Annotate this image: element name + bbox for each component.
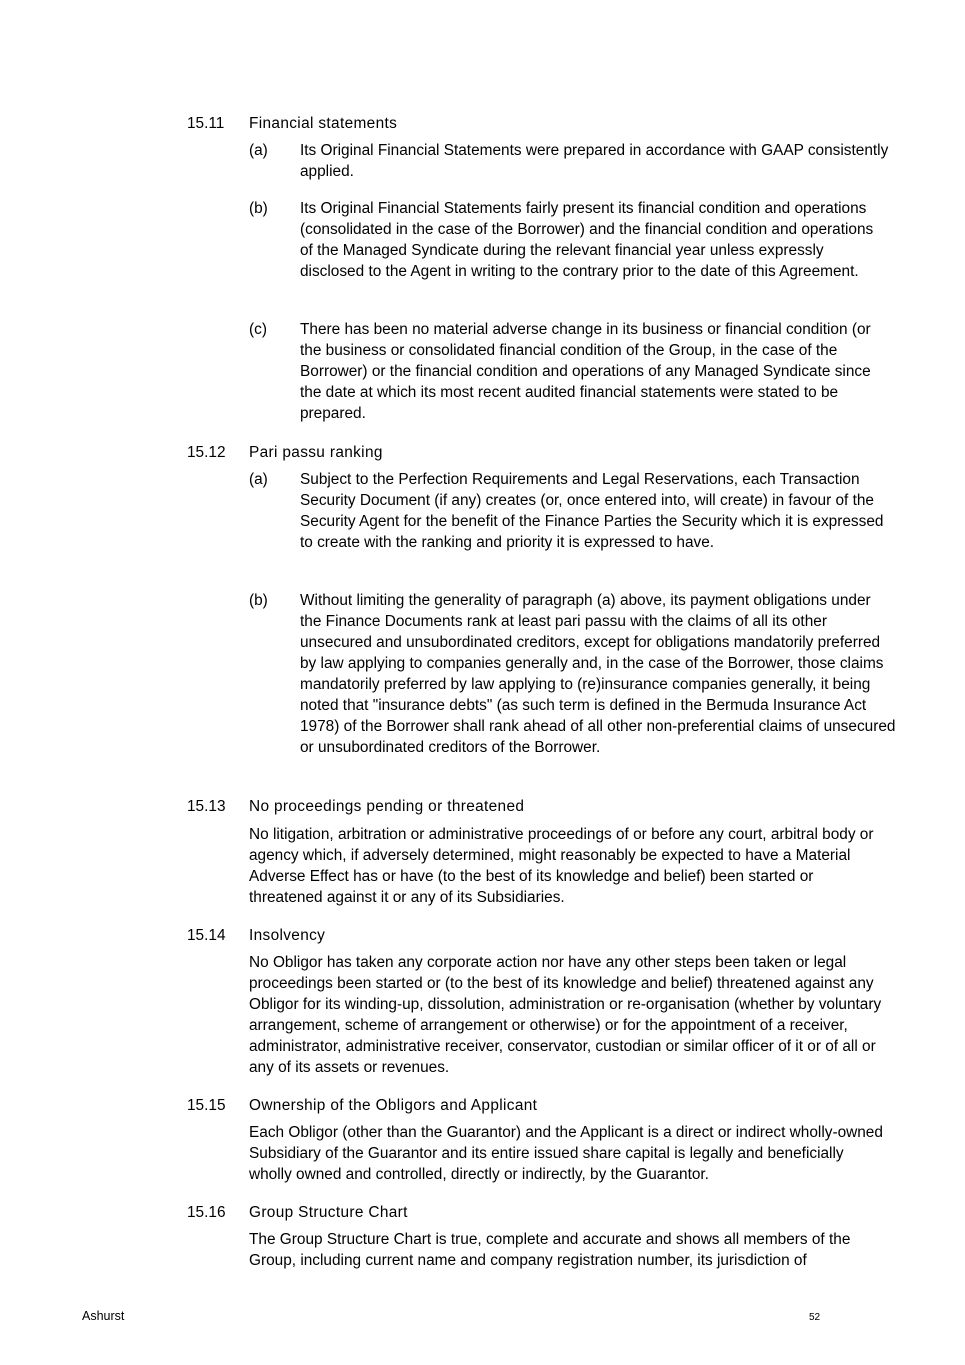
section-number: 15.16: [187, 1204, 226, 1221]
section-number: 15.14: [187, 927, 226, 944]
paragraph-text: Subject to the Perfection Requirements and Legal Reservations, each Transaction Security Document (if any) creates (or, once entered into, will create) in favour of the Security Agent for the benefit of the Finance Parties the Security which it is expressed to create with the ranking and priority it is expressed to have.: [300, 471, 884, 551]
section-title: Financial statements: [249, 115, 398, 132]
section-title: Insolvency: [249, 927, 326, 944]
paragraph-label: (b): [249, 592, 268, 609]
paragraph-label: (c): [249, 321, 267, 338]
footer-firm-name: Ashurst: [82, 1309, 125, 1323]
footer-page-number: 52: [809, 1312, 821, 1323]
section-body: The Group Structure Chart is true, complete and accurate and shows all members of the Group, including current name and company registration number, its jurisdiction of: [249, 1231, 851, 1269]
section-number: 15.12: [187, 444, 226, 461]
section-title: Group Structure Chart: [249, 1204, 408, 1221]
section-body: Each Obligor (other than the Guarantor) and the Applicant is a direct or indirect wholly-owned Subsidiary of the Guarantor and its entire issued share capital is legally and beneficially wholly owned and controlled, directly or indirectly, by the Guarantor.: [249, 1124, 883, 1183]
paragraph-text: Without limiting the generality of paragraph (a) above, its payment obligations under the Finance Documents rank at least pari passu with the claims of all its other unsecured and unsubordinated creditors, except for obligations mandatorily preferred by law applying to companies generally and, in the case of the Borrower, those claims mandatorily preferred by law applying to (re)insurance companies generally, it being noted that "insurance debts" (as such term is defined in the Bermuda Insurance Act 1978) of the Borrower shall rank ahead of all other non-preferential claims of unsecured or unsubordinated creditors of the Borrower.: [300, 592, 896, 756]
section-title: Ownership of the Obligors and Applicant: [249, 1097, 538, 1114]
section-title: No proceedings pending or threatened: [249, 798, 525, 815]
section-number: 15.13: [187, 798, 226, 815]
paragraph-label: (b): [249, 200, 268, 217]
section-number: 15.15: [187, 1097, 226, 1114]
paragraph-text: Its Original Financial Statements were prepared in accordance with GAAP consistently applied.: [300, 142, 889, 180]
section-number: 15.11: [187, 115, 225, 132]
paragraph-label: (a): [249, 142, 268, 159]
section-body: No Obligor has taken any corporate action nor have any other steps been taken or legal proceedings been started or (to the best of its knowledge and belief) threatened against any Obligor for its winding-up, dissolution, administration or re-organisation (whether by voluntary arrangement, scheme of arrangement or otherwise) or for the appointment of a receiver, administrator, administrative receiver, conservator, custodian or similar officer of it or of all or any of its assets or revenues.: [249, 954, 882, 1076]
paragraph-text: Its Original Financial Statements fairly present its financial condition and operations (consolidated in the case of the Borrower) and the financial condition and operations of the Managed Syndicate during the relevant financial year unless expressly disclosed to the Agent in writing to the contrary prior to the date of this Agreement.: [300, 200, 874, 280]
paragraph-label: (a): [249, 471, 268, 488]
section-body: No litigation, arbitration or administrative proceedings of or before any court, arbitral body or agency which, if adversely determined, might reasonably be expected to have a Material Adverse Effect has or have (to the best of its knowledge and belief) been started or threatened against it or any of its Subsidiaries.: [249, 826, 874, 906]
paragraph-text: There has been no material adverse change in its business or financial condition (or the business or consolidated financial condition of the Group, in the case of the Borrower) or the financial condition and operations of any Managed Syndicate since the date at which its most recent audited financial statements were stated to be prepared.: [300, 321, 871, 422]
section-title: Pari passu ranking: [249, 444, 383, 461]
